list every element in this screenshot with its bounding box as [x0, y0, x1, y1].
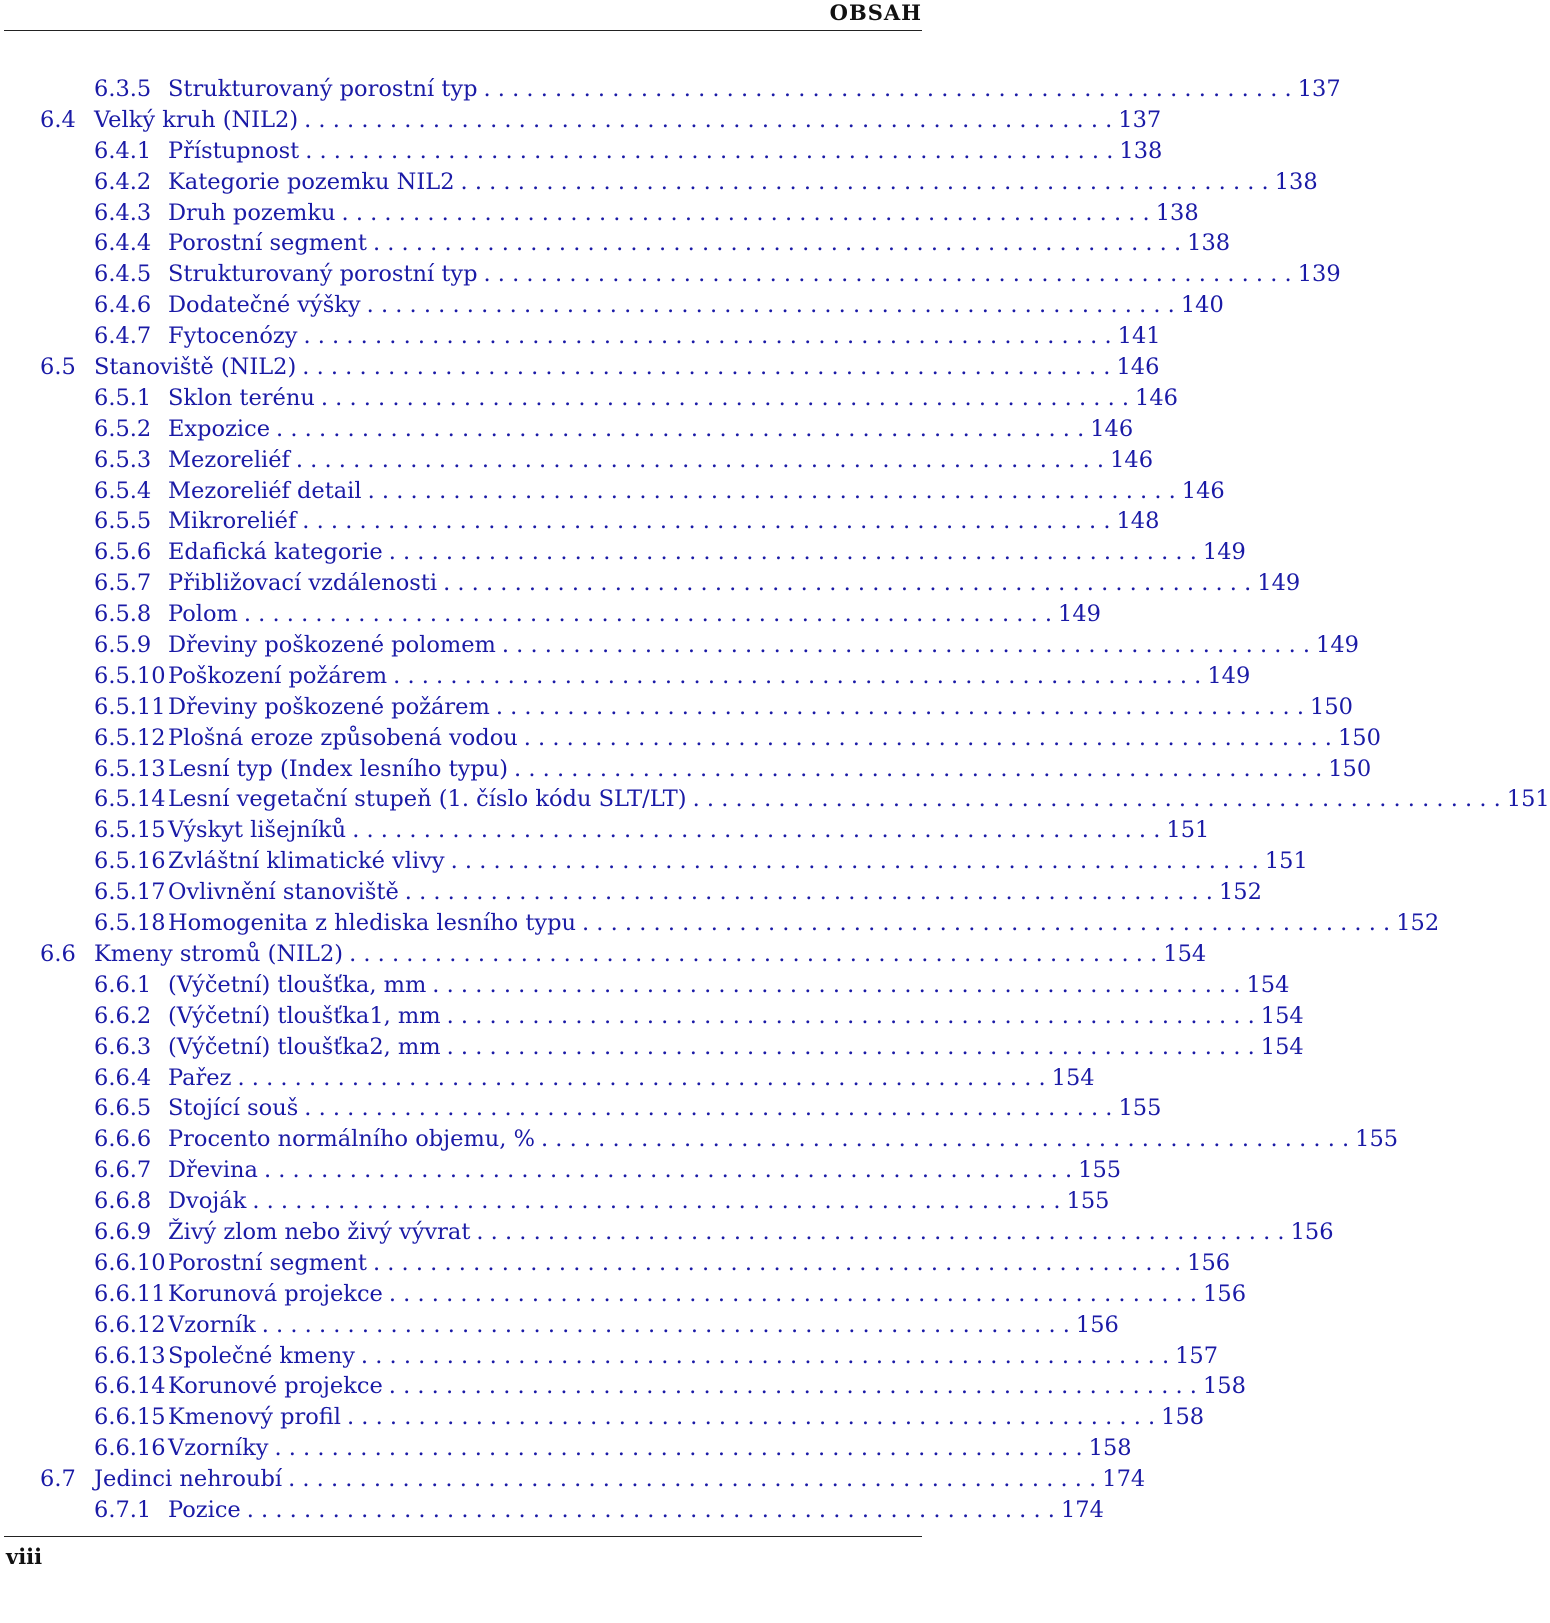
- toc-entry-number[interactable]: 6.4.7: [94, 323, 152, 350]
- toc-entry[interactable]: [40, 1155, 1122, 1186]
- toc-entry-title[interactable]: Druh pozemku: [168, 199, 336, 226]
- toc-dot-leader: . . . . . . . . . . . . . . . . . . . . . . . . . . . . . . . . . . . . . . . . . . . . . . . . . . . . . . . . .: [388, 539, 1197, 566]
- toc-entry-number[interactable]: 6.6.11: [94, 1280, 166, 1307]
- toc-entry[interactable]: [40, 321, 1161, 352]
- toc-dot-leader: . . . . . . . . . . . . . . . . . . . . . . . . . . . . . . . . . . . . . . . . . . . . . . . . . . . . . . . . .: [501, 632, 1311, 659]
- toc-entry-page[interactable]: 138: [1155, 199, 1199, 226]
- toc-entry[interactable]: [40, 970, 1290, 1001]
- toc-entry-page[interactable]: 137: [1118, 106, 1162, 133]
- toc-entry-number[interactable]: 6.3.5: [94, 76, 152, 102]
- toc-entry-title[interactable]: Korunové projekce: [168, 1373, 383, 1400]
- toc-entry-page[interactable]: 156: [1187, 1249, 1231, 1276]
- toc-entry[interactable]: [40, 661, 1251, 692]
- toc-entry-page[interactable]: 146: [1181, 477, 1225, 504]
- toc-entry-title[interactable]: Vzorníky: [168, 1435, 269, 1462]
- toc-entry-title[interactable]: Polom: [168, 601, 238, 628]
- toc-entry-number[interactable]: 6.7: [40, 1466, 76, 1493]
- toc-dot-leader: . . . . . . . . . . . . . . . . . . . . . . . . . . . . . . . . . . . . . . . . . . . . . . . . . . . . . . . . .: [302, 354, 1111, 381]
- toc-entry-number[interactable]: 6.4.4: [94, 230, 152, 257]
- toc-entry-title[interactable]: Strukturovaný porostní typ: [168, 261, 478, 288]
- toc-entry-page[interactable]: 154: [1246, 971, 1290, 998]
- toc-entry-title[interactable]: Edafická kategorie: [168, 539, 383, 566]
- toc-dot-leader: . . . . . . . . . . . . . . . . . . . . . . . . . . . . . . . . . . . . . . . . . . . . . . . . . . . . . . . . .: [460, 168, 1269, 195]
- toc-entry-title[interactable]: Porostní segment: [168, 1249, 367, 1276]
- toc-entry-number[interactable]: 6.4.5: [94, 261, 152, 288]
- toc-dot-leader: . . . . . . . . . . . . . . . . . . . . . . . . . . . . . . . . . . . . . . . . . . . . . . . . . . . . . . . . .: [476, 1218, 1285, 1245]
- toc-entry-page[interactable]: 149: [1202, 539, 1246, 566]
- toc-entry[interactable]: [40, 228, 1231, 259]
- toc-entry-number[interactable]: 6.6.12: [94, 1311, 166, 1338]
- toc-entry-number[interactable]: 6.5.2: [94, 415, 152, 442]
- toc-entry-number[interactable]: 6.5: [40, 354, 76, 381]
- toc-dot-leader: . . . . . . . . . . . . . . . . . . . . . . . . . . . . . . . . . . . . . . . . . . . . . . . . . . . . . . . . .: [346, 1404, 1156, 1431]
- toc-entry-number[interactable]: 6.7.1: [94, 1496, 152, 1523]
- toc-entry-page[interactable]: 174: [1060, 1496, 1104, 1523]
- toc-dot-leader: . . . . . . . . . . . . . . . . . . . . . . . . . . . . . . . . . . . . . . . . . . . . . . . . . . . . . . . . .: [302, 508, 1111, 535]
- toc-entry-page[interactable]: 151: [1166, 817, 1210, 844]
- toc-entry-page[interactable]: 156: [1290, 1218, 1334, 1245]
- toc-dot-leader: . . . . . . . . . . . . . . . . . . . . . . . . . . . . . . . . . . . . . . . . . . . . . . . . . . . . . . . . .: [388, 1280, 1198, 1307]
- toc-dot-leader: . . . . . . . . . . . . . . . . . . . . . . . . . . . . . . . . . . . . . . . . . . . . . . . . . . . . . . . . .: [261, 1311, 1070, 1338]
- toc-entry-page[interactable]: 155: [1355, 1126, 1399, 1153]
- toc-entry[interactable]: [40, 939, 1207, 970]
- toc-entry-number[interactable]: 6.6.16: [94, 1435, 166, 1462]
- toc-dot-leader: . . . . . . . . . . . . . . . . . . . . . . . . . . . . . . . . . . . . . . . . . . . . . . . . . . . . . . . . .: [514, 755, 1323, 782]
- toc-entry-page[interactable]: 149: [1207, 662, 1251, 689]
- toc-dot-leader: . . . . . . . . . . . . . . . . . . . . . . . . . . . . . . . . . . . . . . . . . . . . . . . . . . . . . . . . .: [252, 1188, 1061, 1215]
- toc-entry-number[interactable]: 6.5.15: [94, 817, 166, 844]
- toc-entry-page[interactable]: 150: [1328, 755, 1372, 782]
- toc-dot-leader: . . . . . . . . . . . . . . . . . . . . . . . . . . . . . . . . . . . . . . . . . . . . . . . . . . . . . . . . .: [404, 879, 1213, 906]
- toc-entry-title[interactable]: Vzorník: [168, 1311, 256, 1338]
- toc-entry-page[interactable]: 158: [1088, 1435, 1132, 1462]
- toc-entry[interactable]: [40, 568, 1301, 599]
- toc-entry-page[interactable]: 150: [1310, 693, 1353, 720]
- toc-entry-page[interactable]: 149: [1316, 632, 1359, 659]
- toc-entry-title[interactable]: Homogenita z hlediska lesního typu: [168, 910, 576, 937]
- page-number: viii: [6, 1544, 43, 1569]
- toc-entry-title[interactable]: (Výčetní) tloušťka2, mm: [168, 1033, 441, 1060]
- toc-entry-title[interactable]: Velký kruh (NIL2): [94, 106, 299, 133]
- toc-entry-title[interactable]: Procento normálního objemu, %: [168, 1126, 535, 1153]
- toc-entry-title[interactable]: Přístupnost: [168, 137, 300, 164]
- toc-entry-page[interactable]: 158: [1202, 1373, 1246, 1400]
- toc-entry[interactable]: [40, 877, 1262, 908]
- toc-entry[interactable]: [40, 1279, 1247, 1310]
- toc-entry[interactable]: [40, 1063, 1095, 1094]
- toc-entry-number[interactable]: 6.5.5: [94, 508, 152, 535]
- toc-dot-leader: . . . . . . . . . . . . . . . . . . . . . . . . . . . . . . . . . . . . . . . . . . . . . . . . . . . . . . . . .: [483, 76, 1292, 102]
- toc-entry-page[interactable]: 146: [1110, 446, 1154, 473]
- toc-entry[interactable]: [40, 1402, 1205, 1433]
- toc-dot-leader: . . . . . . . . . . . . . . . . . . . . . . . . . . . . . . . . . . . . . . . . . . . . . . . . . . . . . . . . .: [540, 1126, 1350, 1153]
- toc-entry-number[interactable]: 6.5.13: [94, 755, 166, 782]
- toc-entry-page[interactable]: 146: [1135, 384, 1178, 411]
- toc-entry-number[interactable]: 6.5.16: [94, 848, 166, 875]
- toc-entry[interactable]: [40, 476, 1225, 507]
- toc-entry-title[interactable]: Mikroreliéf: [168, 508, 297, 535]
- toc-dot-leader: . . . . . . . . . . . . . . . . . . . . . . . . . . . . . . . . . . . . . . . . . . . . . . . . . . . . . . . . .: [352, 817, 1161, 844]
- toc-dot-leader: . . . . . . . . . . . . . . . . . . . . . . . . . . . . . . . . . . . . . . . . . . . . . . . . . . . . . . . . .: [274, 1435, 1083, 1462]
- toc-entry-number[interactable]: 6.6.6: [94, 1126, 152, 1153]
- toc-entry-title[interactable]: Lesní vegetační stupeň (1. číslo kódu SLT/LT): [168, 786, 687, 813]
- toc-entry-page[interactable]: 154: [1051, 1064, 1095, 1091]
- toc-entry[interactable]: [40, 1001, 1304, 1032]
- toc-entry-page[interactable]: 148: [1116, 508, 1160, 535]
- toc-dot-leader: . . . . . . . . . . . . . . . . . . . . . . . . . . . . . . . . . . . . . . . . . . . . . . . . . . . . . . . . .: [450, 848, 1259, 875]
- toc-entry-title[interactable]: Kmeny stromů (NIL2): [94, 940, 344, 967]
- toc-entry-title[interactable]: Stanoviště (NIL2): [94, 354, 297, 381]
- table-of-contents: [40, 74, 1550, 1526]
- toc-entry[interactable]: [40, 1186, 1110, 1217]
- toc-entry-title[interactable]: Dřevina: [168, 1157, 258, 1184]
- toc-entry[interactable]: [40, 630, 1359, 661]
- toc-dot-leader: . . . . . . . . . . . . . . . . . . . . . . . . . . . . . . . . . . . . . . . . . . . . . . . . . . . . . . . . .: [320, 384, 1130, 411]
- toc-entry-number[interactable]: 6.5.6: [94, 539, 152, 566]
- toc-entry-number[interactable]: 6.6.15: [94, 1404, 166, 1431]
- toc-dot-leader: . . . . . . . . . . . . . . . . . . . . . . . . . . . . . . . . . . . . . . . . . . . . . . . . . . . . . . . . .: [446, 1002, 1255, 1029]
- toc-dot-leader: . . . . . . . . . . . . . . . . . . . . . . . . . . . . . . . . . . . . . . . . . . . . . . . . . . . . . . . . .: [243, 601, 1053, 628]
- toc-dot-leader: . . . . . . . . . . . . . . . . . . . . . . . . . . . . . . . . . . . . . . . . . . . . . . . . . . . . . . . . .: [295, 446, 1105, 473]
- toc-entry[interactable]: [40, 105, 1162, 136]
- toc-entry-page[interactable]: 140: [1180, 292, 1224, 319]
- toc-entry[interactable]: [40, 815, 1210, 846]
- toc-entry[interactable]: [40, 846, 1308, 877]
- toc-entry-number[interactable]: 6.6.8: [94, 1188, 152, 1215]
- toc-entry[interactable]: [40, 383, 1178, 414]
- toc-entry[interactable]: [40, 908, 1440, 939]
- toc-entry-number[interactable]: 6.6.14: [94, 1373, 166, 1400]
- toc-entry-title[interactable]: Sklon terénu: [168, 384, 315, 411]
- toc-entry-number[interactable]: 6.5.4: [94, 477, 152, 504]
- toc-entry-title[interactable]: Ovlivnění stanoviště: [168, 879, 399, 906]
- toc-entry-number[interactable]: 6.6.9: [94, 1218, 152, 1245]
- toc-entry-number[interactable]: 6.6.2: [94, 1002, 152, 1029]
- toc-entry-number[interactable]: 6.5.14: [94, 786, 166, 813]
- toc-dot-leader: . . . . . . . . . . . . . . . . . . . . . . . . . . . . . . . . . . . . . . . . . . . . . . . . . . . . . . . . .: [692, 786, 1501, 813]
- toc-entry-number[interactable]: 6.5.1: [94, 384, 152, 411]
- toc-entry-page[interactable]: 154: [1163, 940, 1207, 967]
- toc-entry-title[interactable]: (Výčetní) tloušťka, mm: [168, 971, 427, 998]
- toc-entry-title[interactable]: Fytocenózy: [168, 323, 298, 350]
- toc-entry-title[interactable]: Kmenový profil: [168, 1404, 341, 1431]
- toc-entry-page[interactable]: 138: [1119, 137, 1163, 164]
- header-rule: [4, 30, 922, 31]
- toc-dot-leader: . . . . . . . . . . . . . . . . . . . . . . . . . . . . . . . . . . . . . . . . . . . . . . . . . . . . . . . . .: [443, 570, 1252, 597]
- toc-dot-leader: . . . . . . . . . . . . . . . . . . . . . . . . . . . . . . . . . . . . . . . . . . . . . . . . . . . . . . . . .: [372, 1249, 1182, 1276]
- toc-entry-number[interactable]: 6.6.13: [94, 1342, 166, 1369]
- toc-entry-title[interactable]: Společné kmeny: [168, 1342, 355, 1369]
- toc-dot-leader: . . . . . . . . . . . . . . . . . . . . . . . . . . . . . . . . . . . . . . . . . . . . . . . . . . . . . . . . .: [582, 910, 1391, 937]
- toc-entry[interactable]: [40, 1248, 1231, 1279]
- toc-entry-page[interactable]: 156: [1075, 1311, 1119, 1338]
- toc-dot-leader: . . . . . . . . . . . . . . . . . . . . . . . . . . . . . . . . . . . . . . . . . . . . . . . . . . . . . . . . .: [432, 971, 1241, 998]
- toc-entry-title[interactable]: Korunová projekce: [168, 1280, 383, 1307]
- toc-entry-title[interactable]: Mezoreliéf: [168, 446, 290, 473]
- toc-entry-title[interactable]: Pařez: [168, 1064, 232, 1091]
- toc-dot-leader: . . . . . . . . . . . . . . . . . . . . . . . . . . . . . . . . . . . . . . . . . . . . . . . . . . . . . . . . .: [237, 1064, 1046, 1091]
- toc-dot-leader: . . . . . . . . . . . . . . . . . . . . . . . . . . . . . . . . . . . . . . . . . . . . . . . . . . . . . . . . .: [372, 230, 1182, 257]
- toc-entry-page[interactable]: 157: [1175, 1342, 1219, 1369]
- toc-entry[interactable]: [40, 1217, 1334, 1248]
- toc-entry-page[interactable]: 151: [1506, 786, 1550, 813]
- toc-entry-number[interactable]: 6.4.1: [94, 137, 152, 164]
- toc-dot-leader: . . . . . . . . . . . . . . . . . . . . . . . . . . . . . . . . . . . . . . . . . . . . . . . . . . . . . . . . .: [360, 1342, 1170, 1369]
- toc-entry[interactable]: [40, 599, 1101, 630]
- toc-entry-page[interactable]: 138: [1274, 168, 1318, 195]
- toc-entry[interactable]: [40, 1464, 1146, 1495]
- toc-entry-title[interactable]: Expozice: [168, 415, 271, 442]
- toc-entry-number[interactable]: 6.5.12: [94, 724, 166, 751]
- toc-entry-title[interactable]: Porostní segment: [168, 230, 367, 257]
- toc-dot-leader: . . . . . . . . . . . . . . . . . . . . . . . . . . . . . . . . . . . . . . . . . . . . . . . . . . . . . . . . .: [523, 724, 1332, 751]
- toc-entry-number[interactable]: 6.6.1: [94, 971, 152, 998]
- toc-entry[interactable]: [40, 414, 1134, 445]
- toc-dot-leader: . . . . . . . . . . . . . . . . . . . . . . . . . . . . . . . . . . . . . . . . . . . . . . . . . . . . . . . . .: [276, 415, 1085, 442]
- toc-dot-leader: . . . . . . . . . . . . . . . . . . . . . . . . . . . . . . . . . . . . . . . . . . . . . . . . . . . . . . . . .: [263, 1157, 1073, 1184]
- toc-entry-number[interactable]: 6.5.11: [94, 693, 166, 720]
- toc-dot-leader: . . . . . . . . . . . . . . . . . . . . . . . . . . . . . . . . . . . . . . . . . . . . . . . . . . . . . . . . .: [495, 693, 1304, 720]
- toc-entry-title[interactable]: Živý zlom nebo živý vývrat: [168, 1218, 471, 1245]
- toc-entry[interactable]: [40, 1341, 1219, 1372]
- toc-dot-leader: . . . . . . . . . . . . . . . . . . . . . . . . . . . . . . . . . . . . . . . . . . . . . . . . . . . . . . . . .: [367, 477, 1176, 504]
- toc-entry-title[interactable]: Jedinci nehroubí: [94, 1466, 283, 1493]
- toc-entry-number[interactable]: 6.6.3: [94, 1033, 152, 1060]
- toc-dot-leader: . . . . . . . . . . . . . . . . . . . . . . . . . . . . . . . . . . . . . . . . . . . . . . . . . . . . . . . . .: [388, 1373, 1197, 1400]
- footer-rule: [4, 1536, 922, 1537]
- toc-entry-page[interactable]: 155: [1118, 1095, 1162, 1122]
- toc-entry[interactable]: [40, 1032, 1304, 1063]
- toc-entry-title[interactable]: (Výčetní) tloušťka1, mm: [168, 1002, 441, 1029]
- toc-entry-number[interactable]: 6.6.4: [94, 1064, 152, 1091]
- toc-entry-title[interactable]: Výskyt lišejníků: [168, 817, 347, 844]
- toc-dot-leader: . . . . . . . . . . . . . . . . . . . . . . . . . . . . . . . . . . . . . . . . . . . . . . . . . . . . . . . . .: [304, 1095, 1113, 1122]
- toc-entry-page[interactable]: 150: [1337, 724, 1381, 751]
- toc-entry-title[interactable]: Mezoreliéf detail: [168, 477, 362, 504]
- toc-entry-title[interactable]: Dodatečné výšky: [168, 292, 361, 319]
- toc-entry-page[interactable]: 174: [1102, 1466, 1146, 1493]
- toc-entry-page[interactable]: 146: [1116, 354, 1160, 381]
- toc-entry-number[interactable]: 6.4.2: [94, 168, 152, 195]
- toc-entry[interactable]: [40, 506, 1160, 537]
- toc-entry-number[interactable]: 6.5.8: [94, 601, 152, 628]
- toc-entry[interactable]: [40, 692, 1353, 723]
- toc-entry[interactable]: [40, 167, 1318, 198]
- toc-entry[interactable]: [40, 537, 1246, 568]
- toc-entry-page[interactable]: 139: [1297, 261, 1341, 288]
- toc-entry[interactable]: [40, 1124, 1399, 1155]
- toc-entry-page[interactable]: 151: [1264, 848, 1308, 875]
- toc-dot-leader: . . . . . . . . . . . . . . . . . . . . . . . . . . . . . . . . . . . . . . . . . . . . . . . . . . . . . . . . .: [288, 1466, 1097, 1493]
- toc-entry-page[interactable]: 138: [1187, 230, 1231, 257]
- toc-dot-leader: . . . . . . . . . . . . . . . . . . . . . . . . . . . . . . . . . . . . . . . . . . . . . . . . . . . . . . . . .: [341, 199, 1150, 226]
- toc-entry-number[interactable]: 6.5.3: [94, 446, 152, 473]
- toc-entry[interactable]: [40, 74, 1341, 105]
- toc-entry-number[interactable]: 6.5.9: [94, 632, 152, 659]
- toc-dot-leader: . . . . . . . . . . . . . . . . . . . . . . . . . . . . . . . . . . . . . . . . . . . . . . . . . . . . . . . . .: [483, 261, 1292, 288]
- toc-entry-page[interactable]: 149: [1257, 570, 1301, 597]
- toc-entry-number[interactable]: 6.5.17: [94, 879, 166, 906]
- toc-entry-number[interactable]: 6.5.10: [94, 662, 166, 689]
- toc-entry-page[interactable]: 137: [1297, 76, 1341, 102]
- toc-entry-title[interactable]: Strukturovaný porostní typ: [168, 76, 478, 102]
- toc-entry[interactable]: [40, 445, 1154, 476]
- toc-entry-title[interactable]: Přibližovací vzdálenosti: [168, 570, 438, 597]
- toc-entry-page[interactable]: 156: [1203, 1280, 1247, 1307]
- toc-entry-title[interactable]: Plošná eroze způsobená vodou: [168, 724, 518, 751]
- toc-dot-leader: . . . . . . . . . . . . . . . . . . . . . . . . . . . . . . . . . . . . . . . . . . . . . . . . . . . . . . . . .: [305, 137, 1114, 164]
- toc-dot-leader: . . . . . . . . . . . . . . . . . . . . . . . . . . . . . . . . . . . . . . . . . . . . . . . . . . . . . . . . .: [366, 292, 1175, 319]
- toc-entry-number[interactable]: 6.4: [40, 106, 76, 133]
- toc-entry-page[interactable]: 141: [1117, 323, 1161, 350]
- toc-entry-page[interactable]: 158: [1161, 1404, 1205, 1431]
- toc-entry-number[interactable]: 6.6.7: [94, 1157, 152, 1184]
- running-header-title: OBSAH: [829, 0, 922, 25]
- toc-entry[interactable]: [40, 1495, 1104, 1526]
- toc-entry[interactable]: [40, 784, 1550, 815]
- toc-entry-page[interactable]: 152: [1396, 910, 1440, 937]
- toc-entry-number[interactable]: 6.4.6: [94, 292, 152, 319]
- toc-entry-page[interactable]: 149: [1058, 601, 1101, 628]
- toc-entry-number[interactable]: 6.5.18: [94, 910, 166, 937]
- toc-entry[interactable]: [40, 723, 1381, 754]
- toc-dot-leader: . . . . . . . . . . . . . . . . . . . . . . . . . . . . . . . . . . . . . . . . . . . . . . . . . . . . . . . . .: [246, 1496, 1055, 1523]
- toc-entry[interactable]: [40, 1371, 1246, 1402]
- toc-entry-number[interactable]: 6.4.3: [94, 199, 152, 226]
- toc-dot-leader: . . . . . . . . . . . . . . . . . . . . . . . . . . . . . . . . . . . . . . . . . . . . . . . . . . . . . . . . .: [304, 106, 1113, 133]
- toc-entry-page[interactable]: 155: [1066, 1188, 1110, 1215]
- toc-entry-title[interactable]: Poškození požárem: [168, 662, 388, 689]
- toc-entry-number[interactable]: 6.6.10: [94, 1249, 166, 1276]
- toc-entry-page[interactable]: 154: [1260, 1033, 1304, 1060]
- toc-entry[interactable]: [40, 1310, 1119, 1341]
- toc-entry[interactable]: [40, 259, 1341, 290]
- toc-entry-number[interactable]: 6.6.5: [94, 1095, 152, 1122]
- toc-entry-title[interactable]: Stojící souš: [168, 1095, 299, 1122]
- toc-entry[interactable]: [40, 290, 1224, 321]
- toc-entry-title[interactable]: Dřeviny poškozené polomem: [168, 632, 496, 659]
- toc-entry-title[interactable]: Kategorie pozemku NIL2: [168, 168, 455, 195]
- toc-entry[interactable]: [40, 1433, 1132, 1464]
- toc-entry-page[interactable]: 154: [1260, 1002, 1304, 1029]
- toc-entry[interactable]: [40, 352, 1160, 383]
- toc-dot-leader: . . . . . . . . . . . . . . . . . . . . . . . . . . . . . . . . . . . . . . . . . . . . . . . . . . . . . . . . .: [446, 1033, 1255, 1060]
- toc-entry-page[interactable]: 155: [1078, 1157, 1122, 1184]
- toc-entry-number[interactable]: 6.6: [40, 940, 76, 967]
- toc-entry[interactable]: [40, 754, 1372, 785]
- toc-entry[interactable]: [40, 198, 1199, 229]
- toc-entry[interactable]: [40, 1093, 1162, 1124]
- toc-entry-number[interactable]: 6.5.7: [94, 570, 152, 597]
- toc-entry-page[interactable]: 152: [1218, 879, 1262, 906]
- toc-dot-leader: . . . . . . . . . . . . . . . . . . . . . . . . . . . . . . . . . . . . . . . . . . . . . . . . . . . . . . . . .: [303, 323, 1112, 350]
- toc-entry-title[interactable]: Zvláštní klimatické vlivy: [168, 848, 445, 875]
- toc-entry-title[interactable]: Pozice: [168, 1496, 241, 1523]
- toc-dot-leader: . . . . . . . . . . . . . . . . . . . . . . . . . . . . . . . . . . . . . . . . . . . . . . . . . . . . . . . . .: [349, 940, 1158, 967]
- toc-entry-page[interactable]: 146: [1090, 415, 1134, 442]
- toc-dot-leader: . . . . . . . . . . . . . . . . . . . . . . . . . . . . . . . . . . . . . . . . . . . . . . . . . . . . . . . . .: [393, 662, 1202, 689]
- toc-entry-title[interactable]: Lesní typ (Index lesního typu): [168, 755, 509, 782]
- toc-entry-title[interactable]: Dřeviny poškozené požárem: [168, 693, 490, 720]
- toc-entry-title[interactable]: Dvoják: [168, 1188, 247, 1215]
- toc-entry[interactable]: [40, 136, 1163, 167]
